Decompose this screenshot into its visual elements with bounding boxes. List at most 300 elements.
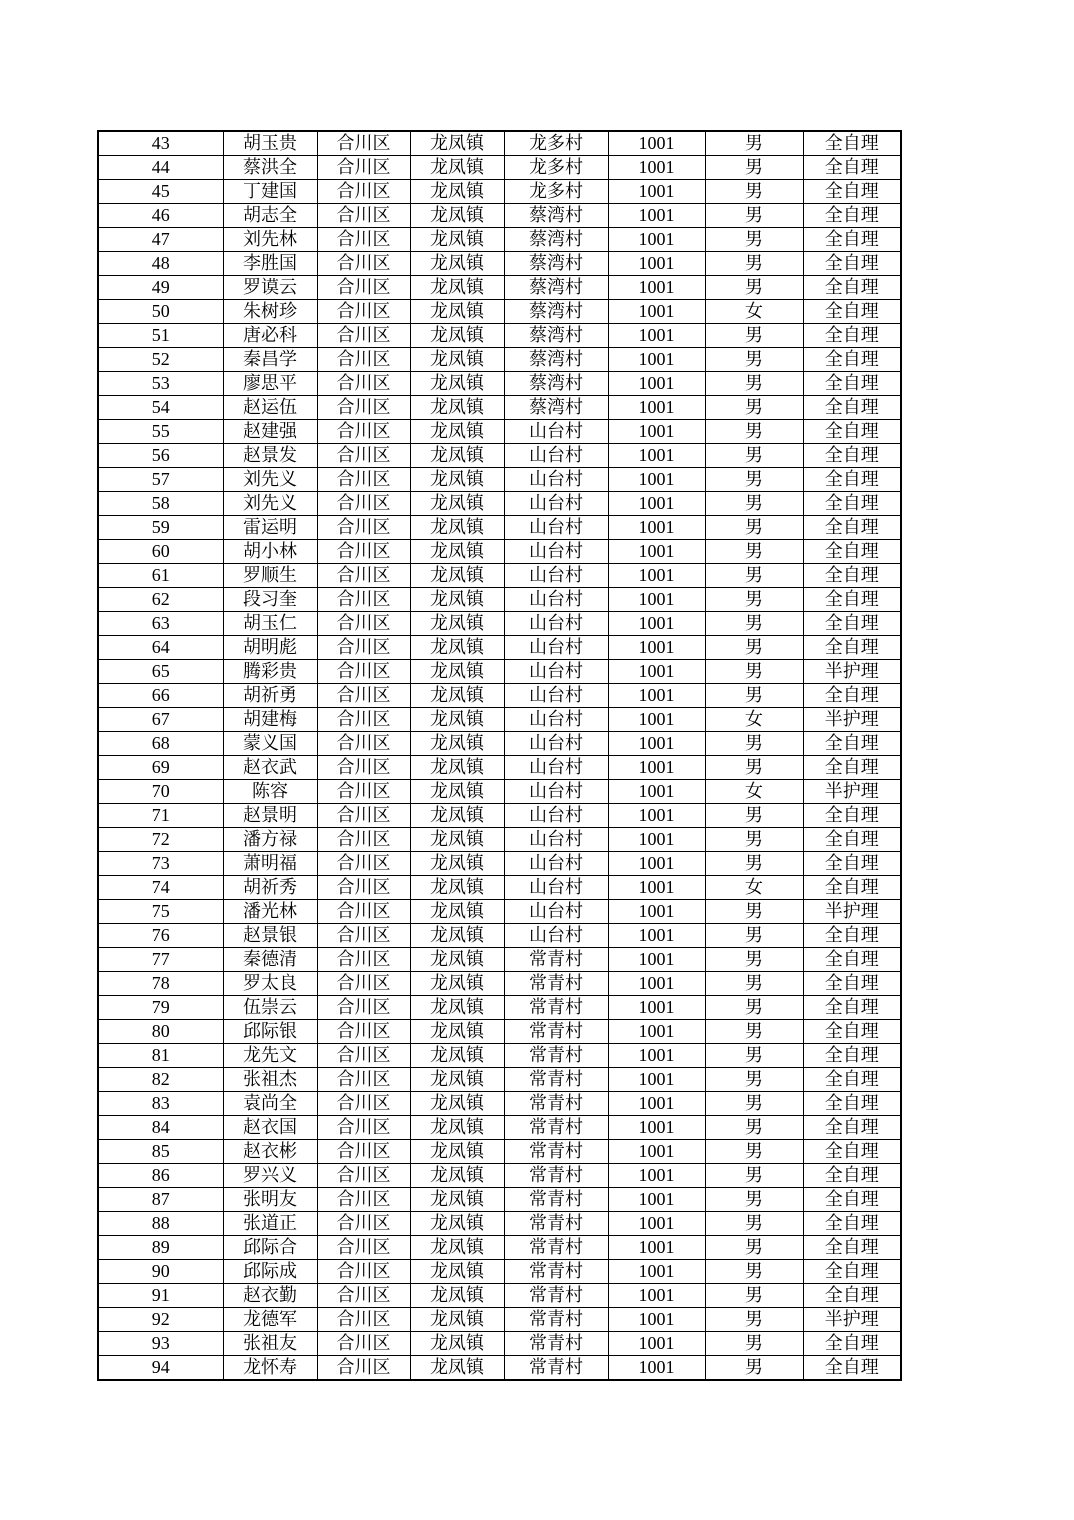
table-row — [98, 852, 901, 876]
village-cell: 蔡湾村 — [504, 228, 608, 252]
gender-cell: 男 — [705, 420, 803, 444]
code-cell: 1001 — [608, 1020, 705, 1044]
village-cell: 蔡湾村 — [504, 276, 608, 300]
row-number-cell: 65 — [98, 660, 223, 684]
code-cell: 1001 — [608, 636, 705, 660]
district-cell: 合川区 — [317, 876, 410, 900]
table-row — [98, 1068, 901, 1092]
town-cell: 龙凤镇 — [410, 420, 504, 444]
person-name-cell: 赵景银 — [223, 924, 317, 948]
district-cell: 合川区 — [317, 1164, 410, 1188]
person-name-cell: 伍崇云 — [223, 996, 317, 1020]
village-cell: 常青村 — [504, 948, 608, 972]
table-row — [98, 900, 901, 924]
code-cell: 1001 — [608, 828, 705, 852]
district-cell: 合川区 — [317, 1284, 410, 1308]
code-cell: 1001 — [608, 996, 705, 1020]
person-name-cell: 廖思平 — [223, 372, 317, 396]
town-cell: 龙凤镇 — [410, 684, 504, 708]
town-cell: 龙凤镇 — [410, 588, 504, 612]
village-cell: 常青村 — [504, 1140, 608, 1164]
care-level-cell: 全自理 — [803, 516, 901, 540]
village-cell: 蔡湾村 — [504, 348, 608, 372]
table-row — [98, 684, 901, 708]
table-row — [98, 444, 901, 468]
town-cell: 龙凤镇 — [410, 828, 504, 852]
village-cell: 龙多村 — [504, 156, 608, 180]
table-row — [98, 276, 901, 300]
row-number-cell: 94 — [98, 1356, 223, 1381]
town-cell: 龙凤镇 — [410, 348, 504, 372]
village-cell: 山台村 — [504, 588, 608, 612]
row-number-cell: 63 — [98, 612, 223, 636]
district-cell: 合川区 — [317, 204, 410, 228]
town-cell: 龙凤镇 — [410, 1092, 504, 1116]
district-cell: 合川区 — [317, 900, 410, 924]
care-level-cell: 全自理 — [803, 564, 901, 588]
village-cell: 山台村 — [504, 516, 608, 540]
town-cell: 龙凤镇 — [410, 1236, 504, 1260]
village-cell: 山台村 — [504, 924, 608, 948]
table-row — [98, 156, 901, 180]
person-name-cell: 胡玉仁 — [223, 612, 317, 636]
village-cell: 常青村 — [504, 1284, 608, 1308]
district-cell: 合川区 — [317, 780, 410, 804]
code-cell: 1001 — [608, 564, 705, 588]
town-cell: 龙凤镇 — [410, 780, 504, 804]
district-cell: 合川区 — [317, 1308, 410, 1332]
district-cell: 合川区 — [317, 1140, 410, 1164]
table-row — [98, 1284, 901, 1308]
person-name-cell: 蒙义国 — [223, 732, 317, 756]
care-level-cell: 半护理 — [803, 660, 901, 684]
town-cell: 龙凤镇 — [410, 732, 504, 756]
gender-cell: 男 — [705, 1164, 803, 1188]
district-cell: 合川区 — [317, 324, 410, 348]
care-level-cell: 全自理 — [803, 444, 901, 468]
care-level-cell: 全自理 — [803, 468, 901, 492]
care-level-cell: 全自理 — [803, 348, 901, 372]
district-cell: 合川区 — [317, 996, 410, 1020]
town-cell: 龙凤镇 — [410, 876, 504, 900]
town-cell: 龙凤镇 — [410, 756, 504, 780]
care-level-cell: 半护理 — [803, 1308, 901, 1332]
gender-cell: 男 — [705, 660, 803, 684]
table-row — [98, 636, 901, 660]
table-row — [98, 420, 901, 444]
care-level-cell: 全自理 — [803, 804, 901, 828]
person-name-cell: 赵衣国 — [223, 1116, 317, 1140]
district-cell: 合川区 — [317, 540, 410, 564]
care-level-cell: 全自理 — [803, 1140, 901, 1164]
table-row — [98, 1044, 901, 1068]
gender-cell: 男 — [705, 1236, 803, 1260]
town-cell: 龙凤镇 — [410, 372, 504, 396]
care-level-cell: 全自理 — [803, 588, 901, 612]
care-level-cell: 全自理 — [803, 1164, 901, 1188]
person-name-cell: 张道正 — [223, 1212, 317, 1236]
village-cell: 山台村 — [504, 636, 608, 660]
town-cell: 龙凤镇 — [410, 516, 504, 540]
code-cell: 1001 — [608, 1116, 705, 1140]
village-cell: 山台村 — [504, 804, 608, 828]
care-level-cell: 全自理 — [803, 1260, 901, 1284]
village-cell: 山台村 — [504, 900, 608, 924]
table-row — [98, 1356, 901, 1381]
town-cell: 龙凤镇 — [410, 1188, 504, 1212]
town-cell: 龙凤镇 — [410, 804, 504, 828]
row-number-cell: 92 — [98, 1308, 223, 1332]
gender-cell: 男 — [705, 1044, 803, 1068]
table-row — [98, 324, 901, 348]
gender-cell: 男 — [705, 636, 803, 660]
town-cell: 龙凤镇 — [410, 540, 504, 564]
village-cell: 常青村 — [504, 1068, 608, 1092]
table-row — [98, 492, 901, 516]
row-number-cell: 88 — [98, 1212, 223, 1236]
table-row — [98, 1188, 901, 1212]
person-name-cell: 罗顺生 — [223, 564, 317, 588]
town-cell: 龙凤镇 — [410, 1284, 504, 1308]
gender-cell: 男 — [705, 276, 803, 300]
row-number-cell: 55 — [98, 420, 223, 444]
care-level-cell: 全自理 — [803, 1188, 901, 1212]
code-cell: 1001 — [608, 420, 705, 444]
row-number-cell: 43 — [98, 131, 223, 156]
gender-cell: 男 — [705, 684, 803, 708]
person-name-cell: 赵衣勤 — [223, 1284, 317, 1308]
row-number-cell: 54 — [98, 396, 223, 420]
village-cell: 山台村 — [504, 684, 608, 708]
gender-cell: 男 — [705, 612, 803, 636]
village-cell: 蔡湾村 — [504, 300, 608, 324]
care-level-cell: 全自理 — [803, 1356, 901, 1381]
village-cell: 常青村 — [504, 1260, 608, 1284]
row-number-cell: 79 — [98, 996, 223, 1020]
gender-cell: 男 — [705, 852, 803, 876]
district-cell: 合川区 — [317, 156, 410, 180]
code-cell: 1001 — [608, 492, 705, 516]
care-level-cell: 全自理 — [803, 131, 901, 156]
row-number-cell: 51 — [98, 324, 223, 348]
care-level-cell: 全自理 — [803, 948, 901, 972]
code-cell: 1001 — [608, 780, 705, 804]
code-cell: 1001 — [608, 204, 705, 228]
town-cell: 龙凤镇 — [410, 1116, 504, 1140]
person-name-cell: 张祖友 — [223, 1332, 317, 1356]
village-cell: 常青村 — [504, 1092, 608, 1116]
table-row — [98, 588, 901, 612]
village-cell: 龙多村 — [504, 180, 608, 204]
district-cell: 合川区 — [317, 660, 410, 684]
district-cell: 合川区 — [317, 1068, 410, 1092]
village-cell: 蔡湾村 — [504, 252, 608, 276]
row-number-cell: 86 — [98, 1164, 223, 1188]
row-number-cell: 47 — [98, 228, 223, 252]
row-number-cell: 67 — [98, 708, 223, 732]
care-level-cell: 全自理 — [803, 276, 901, 300]
care-level-cell: 全自理 — [803, 180, 901, 204]
row-number-cell: 78 — [98, 972, 223, 996]
code-cell: 1001 — [608, 396, 705, 420]
care-level-cell: 全自理 — [803, 1236, 901, 1260]
town-cell: 龙凤镇 — [410, 131, 504, 156]
district-cell: 合川区 — [317, 348, 410, 372]
person-name-cell: 赵景发 — [223, 444, 317, 468]
town-cell: 龙凤镇 — [410, 324, 504, 348]
district-cell: 合川区 — [317, 300, 410, 324]
gender-cell: 男 — [705, 1188, 803, 1212]
district-cell: 合川区 — [317, 516, 410, 540]
town-cell: 龙凤镇 — [410, 852, 504, 876]
row-number-cell: 62 — [98, 588, 223, 612]
village-cell: 常青村 — [504, 1020, 608, 1044]
care-level-cell: 全自理 — [803, 1116, 901, 1140]
code-cell: 1001 — [608, 324, 705, 348]
gender-cell: 男 — [705, 1020, 803, 1044]
row-number-cell: 93 — [98, 1332, 223, 1356]
row-number-cell: 87 — [98, 1188, 223, 1212]
gender-cell: 男 — [705, 1260, 803, 1284]
code-cell: 1001 — [608, 1212, 705, 1236]
table-row — [98, 564, 901, 588]
gender-cell: 男 — [705, 131, 803, 156]
town-cell: 龙凤镇 — [410, 612, 504, 636]
district-cell: 合川区 — [317, 828, 410, 852]
code-cell: 1001 — [608, 660, 705, 684]
gender-cell: 男 — [705, 204, 803, 228]
person-name-cell: 胡祈秀 — [223, 876, 317, 900]
care-level-cell: 半护理 — [803, 900, 901, 924]
person-name-cell: 陈容 — [223, 780, 317, 804]
gender-cell: 男 — [705, 924, 803, 948]
village-cell: 龙多村 — [504, 131, 608, 156]
row-number-cell: 68 — [98, 732, 223, 756]
district-cell: 合川区 — [317, 1356, 410, 1381]
person-name-cell: 张祖杰 — [223, 1068, 317, 1092]
code-cell: 1001 — [608, 924, 705, 948]
village-cell: 常青村 — [504, 972, 608, 996]
gender-cell: 男 — [705, 492, 803, 516]
row-number-cell: 61 — [98, 564, 223, 588]
town-cell: 龙凤镇 — [410, 1356, 504, 1381]
district-cell: 合川区 — [317, 420, 410, 444]
gender-cell: 男 — [705, 1068, 803, 1092]
care-level-cell: 全自理 — [803, 924, 901, 948]
care-level-cell: 全自理 — [803, 1212, 901, 1236]
row-number-cell: 59 — [98, 516, 223, 540]
village-cell: 常青村 — [504, 1044, 608, 1068]
table-row — [98, 1332, 901, 1356]
care-level-cell: 全自理 — [803, 540, 901, 564]
town-cell: 龙凤镇 — [410, 972, 504, 996]
code-cell: 1001 — [608, 804, 705, 828]
table-row — [98, 972, 901, 996]
town-cell: 龙凤镇 — [410, 924, 504, 948]
district-cell: 合川区 — [317, 756, 410, 780]
town-cell: 龙凤镇 — [410, 1068, 504, 1092]
person-name-cell: 潘光林 — [223, 900, 317, 924]
row-number-cell: 69 — [98, 756, 223, 780]
table-row — [98, 540, 901, 564]
gender-cell: 男 — [705, 180, 803, 204]
gender-cell: 男 — [705, 1356, 803, 1381]
village-cell: 山台村 — [504, 492, 608, 516]
village-cell: 常青村 — [504, 1164, 608, 1188]
care-level-cell: 全自理 — [803, 204, 901, 228]
care-level-cell: 全自理 — [803, 1020, 901, 1044]
care-level-cell: 全自理 — [803, 492, 901, 516]
care-level-cell: 全自理 — [803, 156, 901, 180]
district-cell: 合川区 — [317, 180, 410, 204]
table-row — [98, 180, 901, 204]
village-cell: 山台村 — [504, 612, 608, 636]
row-number-cell: 64 — [98, 636, 223, 660]
row-number-cell: 76 — [98, 924, 223, 948]
village-cell: 山台村 — [504, 708, 608, 732]
table-row — [98, 372, 901, 396]
gender-cell: 男 — [705, 228, 803, 252]
district-cell: 合川区 — [317, 1044, 410, 1068]
gender-cell: 男 — [705, 1092, 803, 1116]
person-name-cell: 胡明彪 — [223, 636, 317, 660]
code-cell: 1001 — [608, 252, 705, 276]
person-name-cell: 胡小林 — [223, 540, 317, 564]
district-cell: 合川区 — [317, 612, 410, 636]
person-name-cell: 唐必科 — [223, 324, 317, 348]
code-cell: 1001 — [608, 732, 705, 756]
district-cell: 合川区 — [317, 1188, 410, 1212]
row-number-cell: 44 — [98, 156, 223, 180]
district-cell: 合川区 — [317, 1260, 410, 1284]
gender-cell: 男 — [705, 828, 803, 852]
row-number-cell: 50 — [98, 300, 223, 324]
row-number-cell: 53 — [98, 372, 223, 396]
person-name-cell: 秦昌学 — [223, 348, 317, 372]
district-cell: 合川区 — [317, 1212, 410, 1236]
village-cell: 蔡湾村 — [504, 324, 608, 348]
code-cell: 1001 — [608, 972, 705, 996]
person-name-cell: 龙德军 — [223, 1308, 317, 1332]
code-cell: 1001 — [608, 1308, 705, 1332]
code-cell: 1001 — [608, 1068, 705, 1092]
code-cell: 1001 — [608, 900, 705, 924]
gender-cell: 男 — [705, 540, 803, 564]
person-name-cell: 罗兴义 — [223, 1164, 317, 1188]
village-cell: 山台村 — [504, 828, 608, 852]
care-level-cell: 全自理 — [803, 684, 901, 708]
gender-cell: 女 — [705, 876, 803, 900]
gender-cell: 男 — [705, 996, 803, 1020]
row-number-cell: 70 — [98, 780, 223, 804]
code-cell: 1001 — [608, 948, 705, 972]
district-cell: 合川区 — [317, 1236, 410, 1260]
district-cell: 合川区 — [317, 1116, 410, 1140]
person-name-cell: 萧明福 — [223, 852, 317, 876]
table-row — [98, 516, 901, 540]
code-cell: 1001 — [608, 348, 705, 372]
code-cell: 1001 — [608, 228, 705, 252]
gender-cell: 男 — [705, 1308, 803, 1332]
table-row — [98, 1116, 901, 1140]
row-number-cell: 48 — [98, 252, 223, 276]
code-cell: 1001 — [608, 876, 705, 900]
town-cell: 龙凤镇 — [410, 276, 504, 300]
town-cell: 龙凤镇 — [410, 1212, 504, 1236]
district-cell: 合川区 — [317, 732, 410, 756]
care-level-cell: 全自理 — [803, 228, 901, 252]
row-number-cell: 60 — [98, 540, 223, 564]
town-cell: 龙凤镇 — [410, 708, 504, 732]
village-cell: 常青村 — [504, 1188, 608, 1212]
town-cell: 龙凤镇 — [410, 1044, 504, 1068]
district-cell: 合川区 — [317, 1020, 410, 1044]
code-cell: 1001 — [608, 588, 705, 612]
row-number-cell: 72 — [98, 828, 223, 852]
person-name-cell: 丁建国 — [223, 180, 317, 204]
district-cell: 合川区 — [317, 804, 410, 828]
town-cell: 龙凤镇 — [410, 1260, 504, 1284]
gender-cell: 男 — [705, 516, 803, 540]
row-number-cell: 81 — [98, 1044, 223, 1068]
table-row — [98, 876, 901, 900]
person-name-cell: 赵景明 — [223, 804, 317, 828]
care-level-cell: 全自理 — [803, 252, 901, 276]
town-cell: 龙凤镇 — [410, 900, 504, 924]
district-cell: 合川区 — [317, 468, 410, 492]
gender-cell: 男 — [705, 1116, 803, 1140]
table-row — [98, 396, 901, 420]
person-name-cell: 腾彩贵 — [223, 660, 317, 684]
town-cell: 龙凤镇 — [410, 564, 504, 588]
town-cell: 龙凤镇 — [410, 636, 504, 660]
person-name-cell: 胡建梅 — [223, 708, 317, 732]
code-cell: 1001 — [608, 684, 705, 708]
district-cell: 合川区 — [317, 131, 410, 156]
code-cell: 1001 — [608, 1332, 705, 1356]
table-row — [98, 660, 901, 684]
town-cell: 龙凤镇 — [410, 660, 504, 684]
code-cell: 1001 — [608, 1140, 705, 1164]
district-cell: 合川区 — [317, 564, 410, 588]
village-cell: 山台村 — [504, 564, 608, 588]
table-row — [98, 468, 901, 492]
village-cell: 山台村 — [504, 780, 608, 804]
gender-cell: 男 — [705, 732, 803, 756]
person-name-cell: 赵衣武 — [223, 756, 317, 780]
gender-cell: 男 — [705, 564, 803, 588]
row-number-cell: 82 — [98, 1068, 223, 1092]
table-row — [98, 204, 901, 228]
code-cell: 1001 — [608, 1164, 705, 1188]
person-name-cell: 秦德清 — [223, 948, 317, 972]
table-row — [98, 300, 901, 324]
district-cell: 合川区 — [317, 588, 410, 612]
district-cell: 合川区 — [317, 372, 410, 396]
row-number-cell: 77 — [98, 948, 223, 972]
table-row — [98, 948, 901, 972]
care-level-cell: 全自理 — [803, 732, 901, 756]
town-cell: 龙凤镇 — [410, 492, 504, 516]
row-number-cell: 91 — [98, 1284, 223, 1308]
care-level-cell: 全自理 — [803, 756, 901, 780]
table-row — [98, 612, 901, 636]
town-cell: 龙凤镇 — [410, 1332, 504, 1356]
code-cell: 1001 — [608, 1044, 705, 1068]
person-name-cell: 龙怀寿 — [223, 1356, 317, 1381]
row-number-cell: 71 — [98, 804, 223, 828]
person-name-cell: 张明友 — [223, 1188, 317, 1212]
